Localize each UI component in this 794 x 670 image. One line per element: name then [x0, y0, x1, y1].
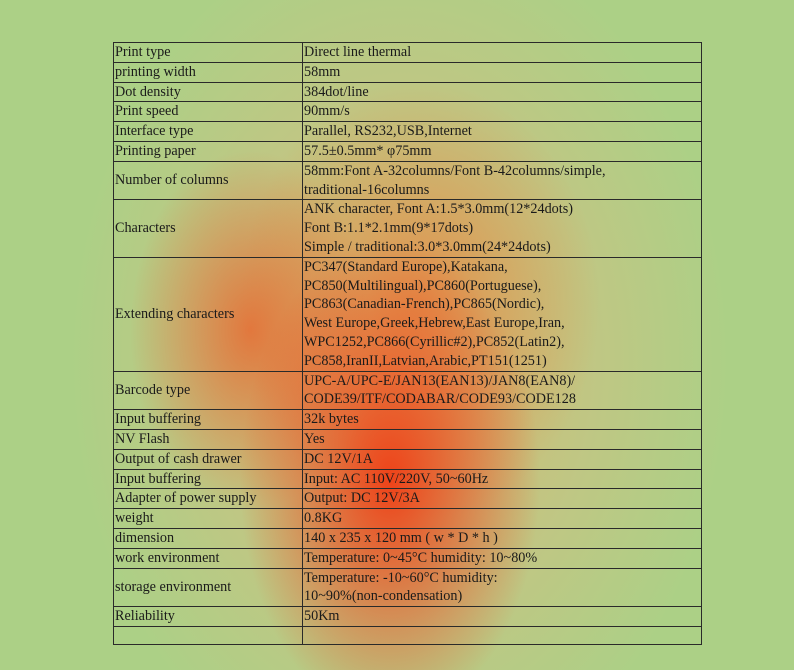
spec-value: Direct line thermal: [303, 43, 702, 63]
table-row: [114, 161, 702, 200]
spec-value: Input: AC 110V/220V, 50~60Hz: [303, 469, 702, 489]
spec-label: work environment: [114, 548, 303, 568]
spec-value: 57.5±0.5mm* φ75mm: [303, 141, 702, 161]
spec-label: Number of columns: [114, 161, 303, 200]
table-row: [114, 489, 702, 509]
spec-label: Dot density: [114, 82, 303, 102]
table-row: [114, 548, 702, 568]
table-row: [114, 43, 702, 63]
spec-label: printing width: [114, 62, 303, 82]
spec-value: UPC-A/UPC-E/JAN13(EAN13)/JAN8(EAN8)/ CODE39/ITF/CODABAR/CODE93/CODE128: [303, 371, 702, 410]
spec-label: dimension: [114, 528, 303, 548]
spec-value: 140 x 235 x 120 mm ( w * D * h ): [303, 528, 702, 548]
spec-value: Yes: [303, 429, 702, 449]
table-row: [114, 371, 702, 410]
table-row: [114, 509, 702, 529]
specification-table: [113, 42, 702, 645]
table-row: [114, 122, 702, 142]
spec-value: 32k bytes: [303, 410, 702, 430]
spec-label: Print type: [114, 43, 303, 63]
spec-value: 58mm:Font A-32columns/Font B-42columns/simple, traditional-16columns: [303, 161, 702, 200]
table-row-empty: [114, 626, 702, 644]
spec-label: Output of cash drawer: [114, 449, 303, 469]
spec-value: 50Km: [303, 607, 702, 627]
spec-value: 90mm/s: [303, 102, 702, 122]
table-row: [114, 62, 702, 82]
spec-label: NV Flash: [114, 429, 303, 449]
spec-value: 384dot/line: [303, 82, 702, 102]
table-row: [114, 82, 702, 102]
table-row: [114, 410, 702, 430]
spec-label: Input buffering: [114, 469, 303, 489]
spec-label: Extending characters: [114, 257, 303, 371]
table-row: [114, 469, 702, 489]
spec-value: 58mm: [303, 62, 702, 82]
table-row: [114, 607, 702, 627]
spec-label: Adapter of power supply: [114, 489, 303, 509]
table-row: [114, 102, 702, 122]
spec-label: Printing paper: [114, 141, 303, 161]
spec-value: Temperature: 0~45°C humidity: 10~80%: [303, 548, 702, 568]
table-row: [114, 429, 702, 449]
spec-label: Characters: [114, 200, 303, 257]
spec-value: Output: DC 12V/3A: [303, 489, 702, 509]
spec-label: Reliability: [114, 607, 303, 627]
table-row: [114, 568, 702, 607]
table-row: [114, 200, 702, 257]
table-row: [114, 141, 702, 161]
spec-value: ANK character, Font A:1.5*3.0mm(12*24dots) Font B:1.1*2.1mm(9*17dots) Simple / traditional:3.0*3.0mm(24*24dots): [303, 200, 702, 257]
spec-value: Temperature: -10~60°C humidity: 10~90%(non-condensation): [303, 568, 702, 607]
spec-label: weight: [114, 509, 303, 529]
spec-value: DC 12V/1A: [303, 449, 702, 469]
spec-value: Parallel, RS232,USB,Internet: [303, 122, 702, 142]
spec-value: 0.8KG: [303, 509, 702, 529]
spec-label: Print speed: [114, 102, 303, 122]
table-row: [114, 528, 702, 548]
spec-label: [114, 626, 303, 644]
spec-label: Interface type: [114, 122, 303, 142]
spec-value: [303, 626, 702, 644]
table-row: [114, 257, 702, 371]
table-row: [114, 449, 702, 469]
spec-label: Barcode type: [114, 371, 303, 410]
spec-value: PC347(Standard Europe),Katakana, PC850(Multilingual),PC860(Portuguese), PC863(Canadian-French),PC865(Nordic), West Europe,Greek,Hebrew,East Europe,Iran, WPC1252,PC866(Cyrillic#2),PC852(Latin2), PC858,IranII,Latvian,Arabic,PT151(1251): [303, 257, 702, 371]
spec-label: storage environment: [114, 568, 303, 607]
spec-label: Input buffering: [114, 410, 303, 430]
